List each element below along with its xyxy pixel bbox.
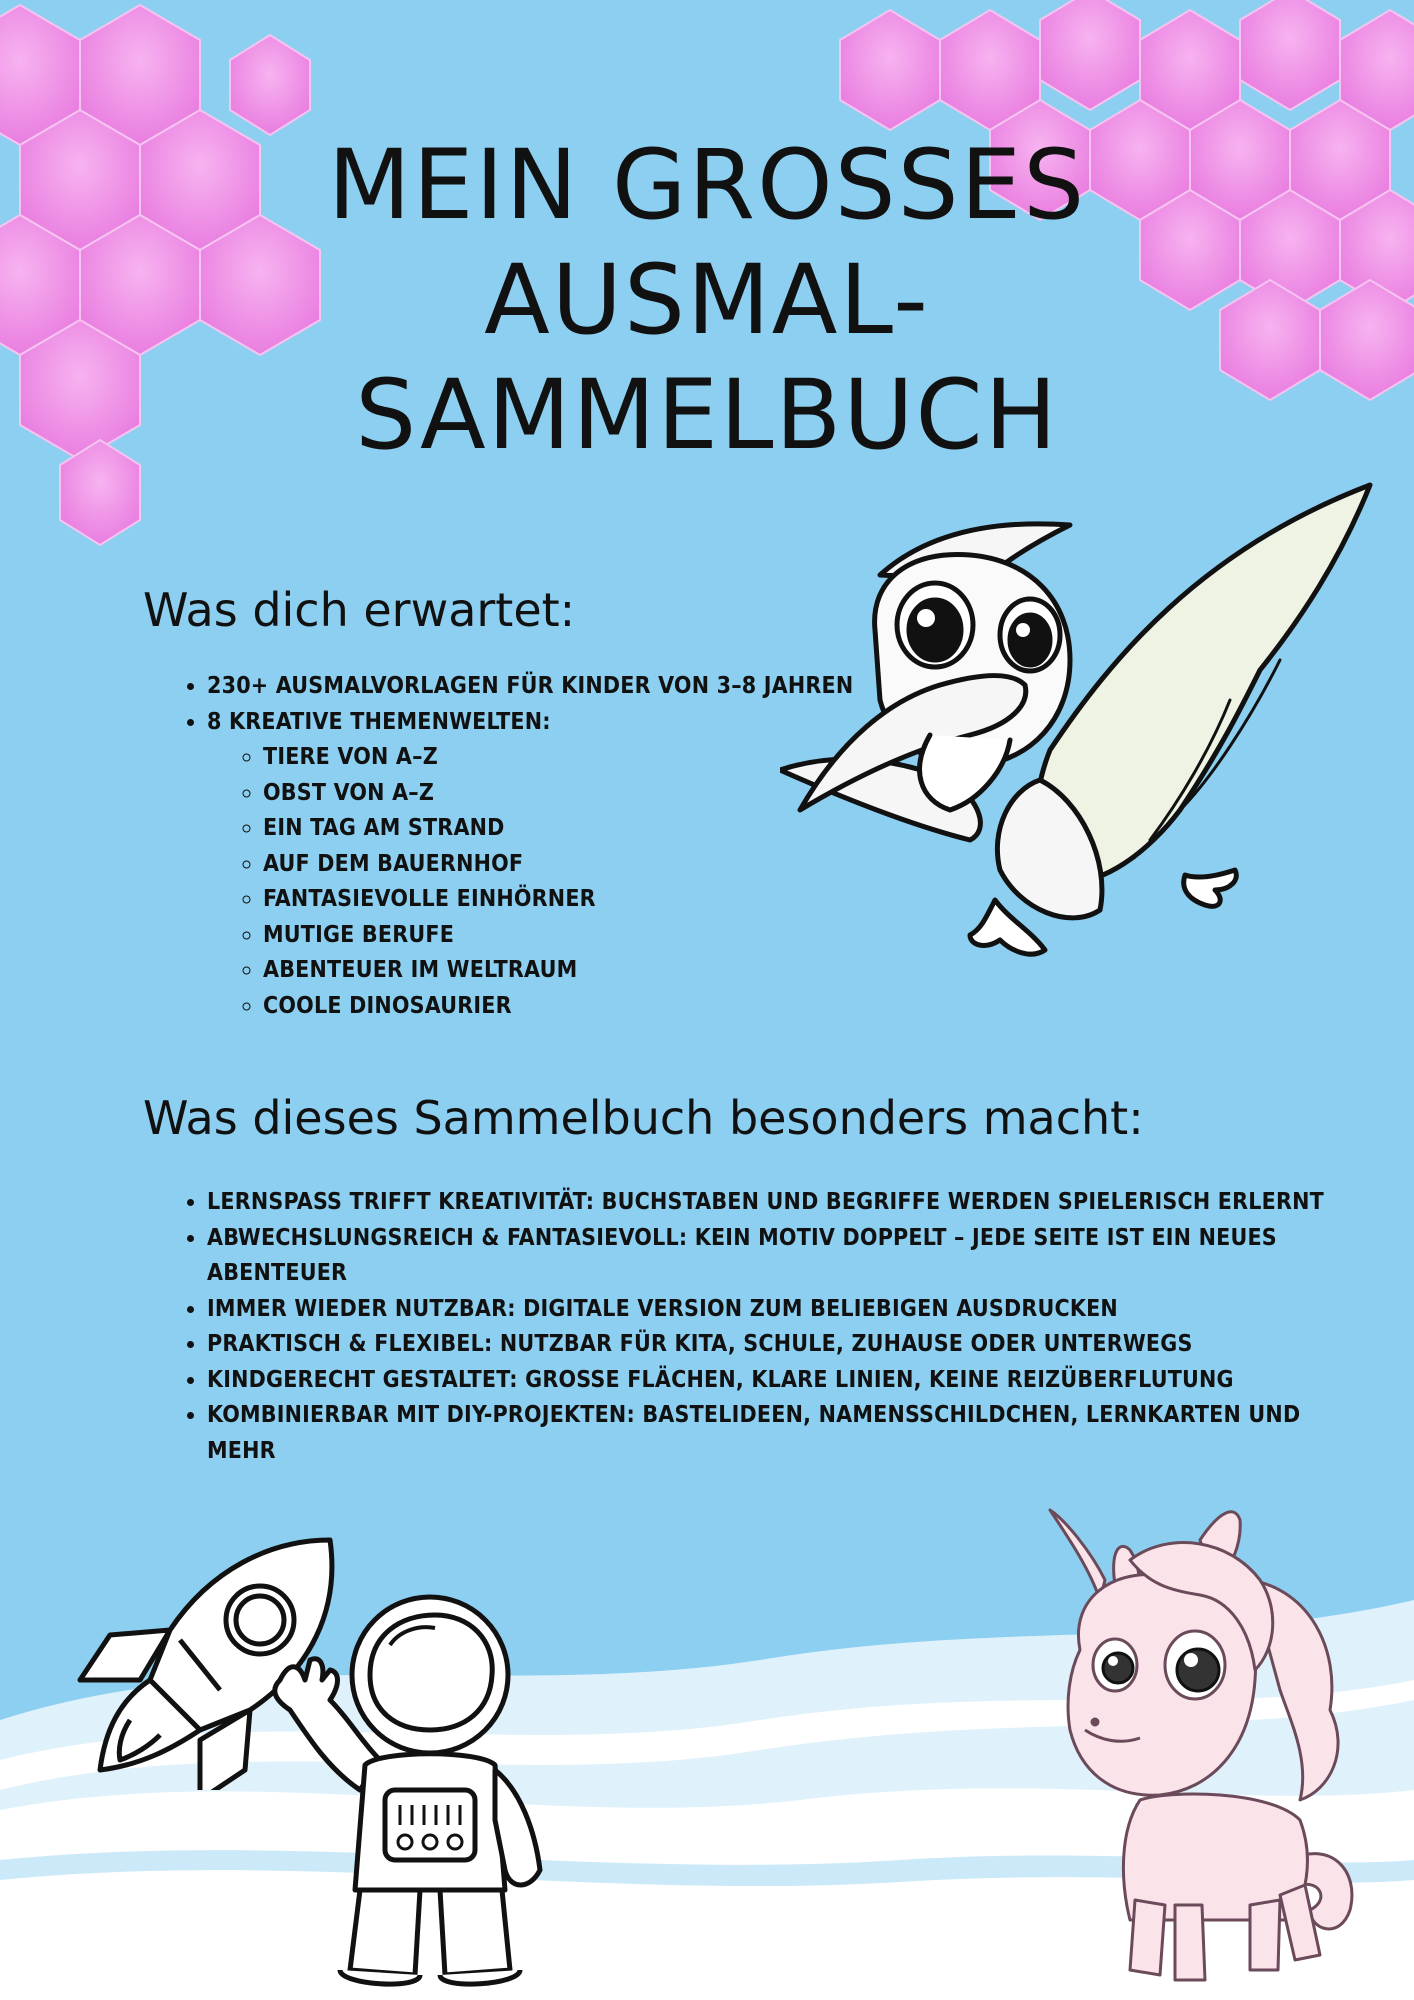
list-item: • 230+ AUSMALVORLAGEN FÜR KINDER VON 3–8 JAHREN [207,669,853,705]
list-item: • 8 KREATIVE THEMENWELTEN: ◦ TIERE VON A–Z ◦ OBST VON A–Z ◦ EIN TAG AM STRAND ◦ AUF DEM BAUERNHOF ◦ FANTASIEVOLLE EINHÖRNER ◦ MUTIGE BERUFE ◦ ABENTEUER IM WELTRAUM ◦ COOLE DINOSAURIER [207,705,853,1025]
title-line-1: MEIN GROSSES [327,129,1087,241]
astronaut-illustration [270,1590,600,2000]
list-item: • LERNSPASS TRIFFT KREATIVITÄT: BUCHSTABEN UND BEGRIFFE WERDEN SPIELERISCH ERLERNT [207,1185,1357,1221]
list-item: ◦ AUF DEM BAUERNHOF [263,847,853,883]
list-item: • KINDGERECHT GESTALTET: GROSSE FLÄCHEN, KLARE LINIEN, KEINE REIZÜBERFLUTUNG [207,1363,1357,1399]
list-item: ◦ FANTASIEVOLLE EINHÖRNER [263,882,853,918]
pterodactyl-illustration [780,480,1380,970]
list-item: ◦ ABENTEUER IM WELTRAUM [263,953,853,989]
list-item: • IMMER WIEDER NUTZBAR: DIGITALE VERSION ZUM BELIEBIGEN AUSDRUCKEN [207,1292,1357,1328]
section-heading-expect: Was dich erwartet: [143,583,576,637]
special-list [170,1185,1357,1469]
list-item: • KOMBINIERBAR MIT DIY-PROJEKTEN: BASTELIDEEN, NAMENSSCHILDCHEN, LERNKARTEN UND MEHR [207,1398,1357,1469]
list-item: ◦ OBST VON A–Z [263,776,853,812]
section-heading-special: Was dieses Sammelbuch besonders macht: [143,1091,1144,1145]
list-item: • PRAKTISCH & FLEXIBEL: NUTZBAR FÜR KITA, SCHULE, ZUHAUSE ODER UNTERWEGS [207,1327,1357,1363]
page-title [0,128,1414,473]
list-item: • ABWECHSLUNGSREICH & FANTASIEVOLL: KEIN MOTIV DOPPELT – JEDE SEITE IST EIN NEUES ABENTEUER [207,1221,1357,1292]
list-item: ◦ COOLE DINOSAURIER [263,989,853,1025]
list-item: ◦ TIERE VON A–Z [263,740,853,776]
unicorn-illustration [1010,1500,1370,2000]
title-line-3: SAMMELBUCH [355,359,1059,471]
theme-sublist [207,740,853,1024]
expect-list [170,669,853,1024]
list-item: ◦ MUTIGE BERUFE [263,918,853,954]
list-item: ◦ EIN TAG AM STRAND [263,811,853,847]
title-line-2: AUSMAL- [484,244,930,356]
